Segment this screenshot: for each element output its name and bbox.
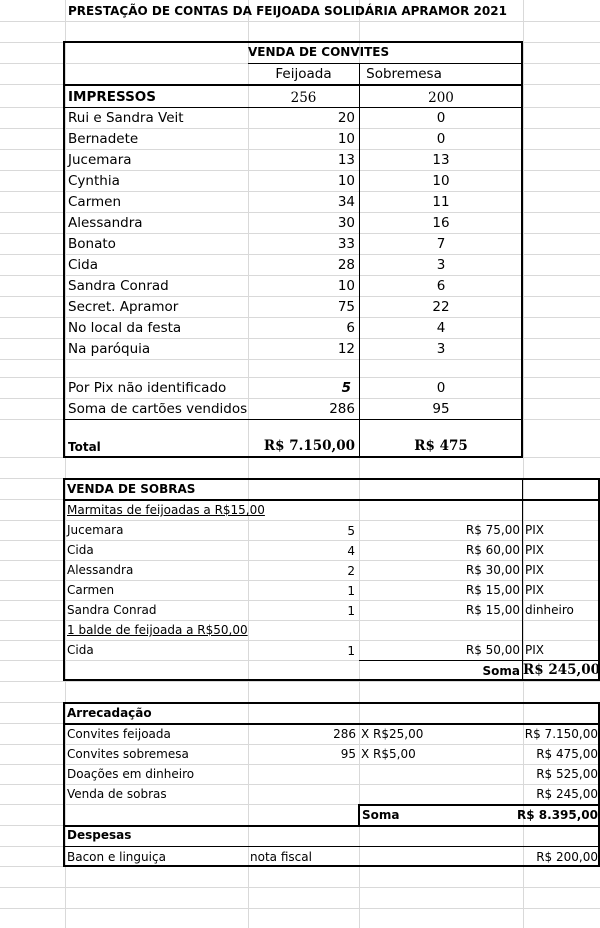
arrecadacao-soma-value: R$ 8.395,00 xyxy=(517,808,598,822)
despesas-heading: Despesas xyxy=(67,828,132,842)
arrecadacao-soma-label: Soma xyxy=(362,808,400,822)
col-sobremesa-header: Sobremesa xyxy=(366,66,442,82)
col-feijoada-header: Feijoada xyxy=(275,66,332,82)
sobras-heading: VENDA DE SOBRAS xyxy=(67,482,196,496)
arrecadacao-heading: Arrecadação xyxy=(67,706,152,720)
impressos-label: IMPRESSOS xyxy=(68,89,157,105)
sobras-soma-label: Soma xyxy=(482,664,520,678)
balde-subheading: 1 balde de feijoada a R$50,00 xyxy=(67,623,248,637)
sobras-soma-value: R$ 245,00 xyxy=(523,662,600,678)
impressos-feijoada: 256 xyxy=(290,90,317,106)
impressos-sobremesa: 200 xyxy=(428,90,454,106)
convites-heading: VENDA DE CONVITES xyxy=(248,45,390,59)
marmitas-subheading: Marmitas de feijoadas a R$15,00 xyxy=(67,503,265,517)
page-title: PRESTAÇÃO DE CONTAS DA FEIJOADA SOLIDÁRIA APRAMOR 2021 xyxy=(68,4,507,18)
